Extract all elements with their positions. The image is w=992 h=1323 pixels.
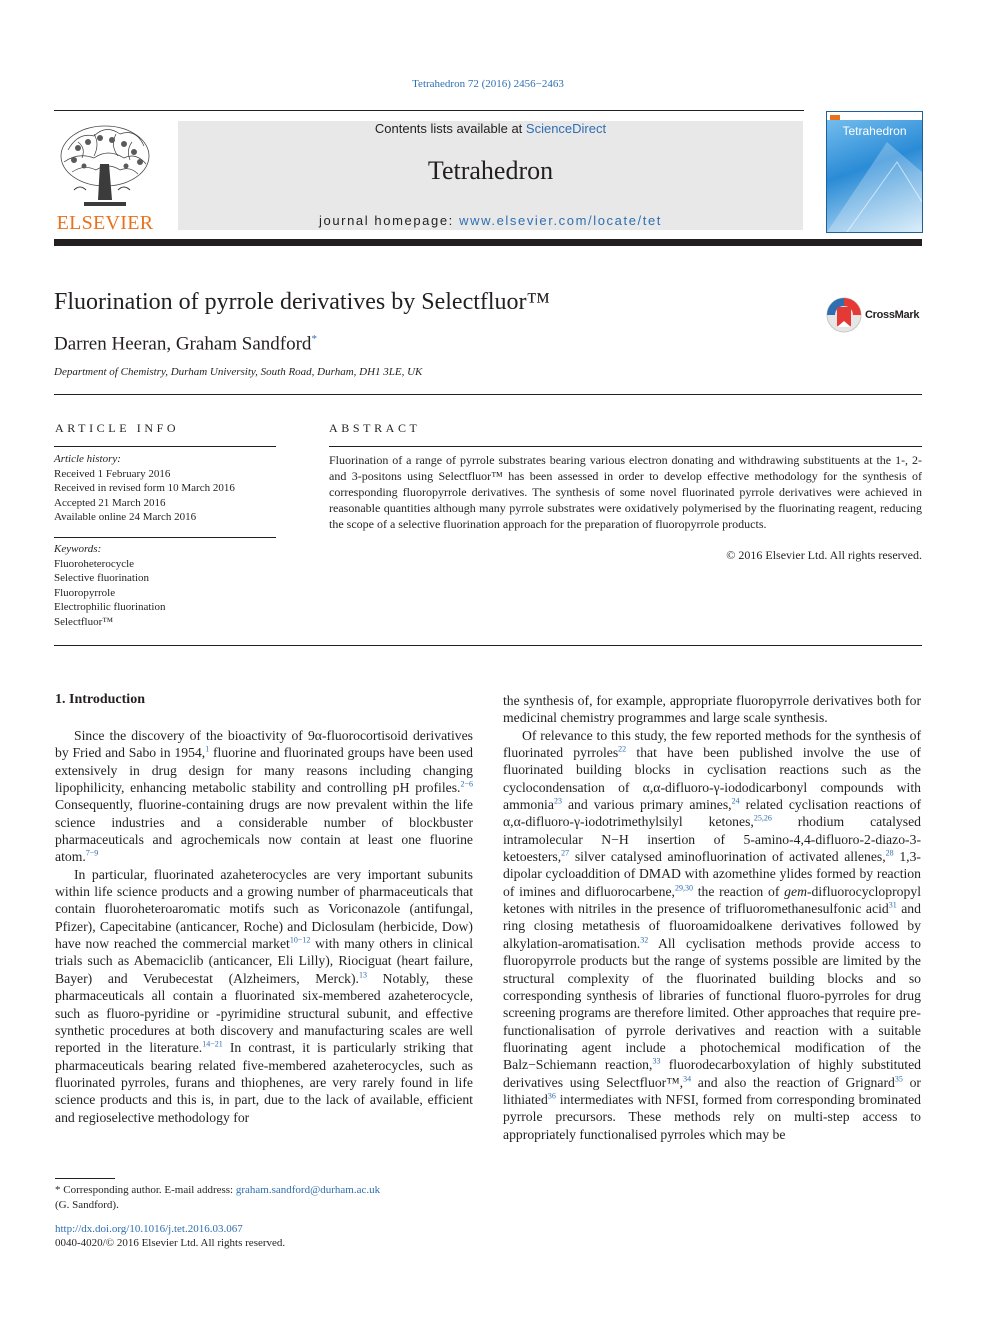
cover-pattern-icon <box>827 112 922 232</box>
abstract-copyright: © 2016 Elsevier Ltd. All rights reserved. <box>726 548 922 562</box>
banner-bottom-rule <box>54 239 922 246</box>
email-link[interactable]: graham.sandford@durham.ac.uk <box>235 1184 381 1196</box>
abstract-text: Fluorination of a range of pyrrole substrates bearing various electron donating and withdrawing substituents at the 1-, 2- and 3-positons using Selectfluor™ has been assessed in order to develop effective methodology for the synthesis of corresponding fluoropyrrole derivatives. The synthesis of some novel fluorinated pyrrole derivatives were achieved in reasonable quantities although many pyrrole substrates were oxidatively polymerised by the fluorinating reagent, reducing the scope of a selective fluorination approach for the preparation of fluoropyrrole products. <box>329 453 922 531</box>
citation-link[interactable]: 23 <box>553 796 562 806</box>
journal-citation-link[interactable]: Tetrahedron 72 (2016) 2456−2463 <box>412 78 564 90</box>
keyword-item: Electrophilic fluorination <box>54 601 166 613</box>
text-run: fluorine and fluorinated groups have been used extensively in drug design for many reasons including changing lipophilicity, enhancing metabolic stability and controlling pH profiles. <box>55 745 473 796</box>
citation-link[interactable]: 27 <box>561 848 570 858</box>
text-run: In contrast, it is particularly striking that pharmaceuticals bearing related five-membered azaheterocycles, such as fluorinated pyrroles, furans and thiophenes, are very rarely found in life science products and this is, in part, due to the lack of available, efficient and regioselective methodology for <box>55 1040 473 1125</box>
citation-link[interactable]: 34 <box>683 1074 692 1083</box>
citation-link[interactable]: 22 <box>618 744 627 754</box>
footnote-prefix: * Corresponding author. E-mail address: <box>55 1184 236 1196</box>
text-run: 1,3-dipolar cycloaddition of DMAD with azomethine ylides formed by reaction of imines and difluorocarbene, <box>503 849 921 899</box>
history-label: Article history: <box>54 453 121 465</box>
text-run: Since the discovery of the bioactivity of 9α-fluorocortisoid derivatives by Fried and Sabo in 1954, <box>55 728 473 761</box>
citation-link[interactable]: 7−9 <box>85 848 99 858</box>
citation-link[interactable]: 36 <box>547 1091 556 1101</box>
sciencedirect-link[interactable]: ScienceDirect <box>525 121 607 136</box>
article-title: Fluorination of pyrrole derivatives by Selectfluor™ <box>54 289 551 315</box>
keywords-label: Keywords: <box>54 543 102 555</box>
header-divider <box>54 394 922 395</box>
citation-link[interactable]: 31 <box>888 900 897 910</box>
history-item: Received in revised form 10 March 2016 <box>54 482 235 494</box>
author-list <box>54 333 317 355</box>
elsevier-wordmark: ELSEVIER <box>56 212 154 234</box>
text-run: and ring closing metathesis of fluoroamidoalkene derivatives followed by alkylation-aromatisation. <box>503 901 921 951</box>
history-item: Accepted 21 March 2016 <box>54 496 166 509</box>
paragraph <box>503 727 921 1143</box>
text-run: with many others in clinical trials such as Abemaciclib (anticancer, Eli Lilly), Riociguat (heart failure, Bayer) and Verubecestat (Alzheimers, Merck). <box>55 936 474 986</box>
keyword-item: Fluoropyrrole <box>54 586 116 599</box>
citation-link[interactable]: 2−6 <box>460 779 473 789</box>
keyword-item: Selectfluor™ <box>54 615 114 628</box>
authors-text: Darren Heeran, Graham Sandford <box>54 333 312 355</box>
text-run: silver catalysed aminofluorination of activated allenes, <box>569 849 886 865</box>
text-run: and also the reaction of Grignard <box>691 1074 895 1090</box>
text-run: Consequently, fluorine-containing drugs are now prevalent within the life science industries and a considerable number of blockbuster pharmaceuticals and agrochemicals now contain at least one fluorine atom. <box>55 797 473 865</box>
paragraph <box>55 727 473 866</box>
text-run: Notably, these pharmaceuticals all contain a fluorinated six-membered azaheterocycle, such as fluoro-pyridine or -pyrimidine structural subunit, and effective synthetic procedures at both discovery and manufacturing scales are well reported in the literature. <box>55 970 473 1056</box>
citation-link[interactable]: 28 <box>885 848 894 858</box>
footnote-suffix: (G. Sandford). <box>55 1199 119 1211</box>
text-run: All cyclisation methods provide access to fluoropyrrole products but the range of systems possible are limited by the structural complexity of the fluorinated building blocks and so corresponding synthesis of libraries of functional fluoro-pyrroles for drug screening programs are therefore limited. Other approaches that require pre-functionalisation of pyrrole derivatives and reaction with a suitable fluorinating agent include a photochemical modification of the Balz−Schiemann reaction, <box>503 935 921 1073</box>
issn-copyright: 0040-4020/© 2016 Elsevier Ltd. All rights reserved. <box>55 1237 286 1249</box>
text-run: Of relevance to this study, the few reported methods for the synthesis of fluorinated pyrroles <box>503 727 921 761</box>
abstract-rule <box>329 446 922 447</box>
footnote-rule <box>55 1178 115 1179</box>
citation-link[interactable]: 32 <box>640 935 649 945</box>
homepage-prefix: journal homepage: <box>319 213 460 228</box>
citation-link[interactable]: 25,26 <box>753 813 772 823</box>
body-column-right <box>503 692 921 1143</box>
text-run: rhodium catalysed intramolecular N−H insertion of 5-amino-4,4-difluoro-2-diazo-3-ketoesters, <box>503 814 921 865</box>
crossmark-icon <box>825 296 863 334</box>
section-heading-introduction: 1. Introduction <box>55 692 145 707</box>
article-info-rule <box>54 446 276 447</box>
elsevier-tree-icon <box>54 120 156 212</box>
text-run: fluorodecarboxylation of highly substituted derivatives using Selectfluor™, <box>503 1057 921 1090</box>
banner-top-rule <box>54 110 804 111</box>
journal-homepage <box>178 213 803 228</box>
citation-link[interactable]: 13 <box>358 970 367 980</box>
history-item: Received 1 February 2016 <box>54 467 171 480</box>
crossmark-label[interactable]: CrossMark <box>865 309 920 321</box>
keywords-rule <box>54 537 276 538</box>
citation-link[interactable]: 24 <box>731 796 740 806</box>
text-run: the reaction of <box>692 883 785 899</box>
text-run: related cyclisation reactions of α,α-difluoro-γ-iodotrimethylsilyl ketones, <box>503 797 921 830</box>
article-history <box>54 452 276 525</box>
history-item: Available online 24 March 2016 <box>54 511 197 523</box>
paragraph: the synthesis of, for example, appropriate fluoropyrrole derivatives both for medicinal chemistry programmes and large scale synthesis. <box>503 693 921 726</box>
citation-link[interactable]: 10−12 <box>289 935 311 945</box>
keyword-item: Fluoroheterocycle <box>54 557 135 570</box>
cover-title: Tetrahedron <box>842 124 907 138</box>
contents-line <box>178 121 803 136</box>
body-column-left <box>55 727 473 1126</box>
text-run: intermediates with NFSI, formed from corresponding brominated pyrrole precursors. These methods rely on multi-step access to appropriately functionalised pyrroles which may be <box>503 1091 921 1142</box>
paragraph <box>55 866 473 1126</box>
affiliation: Department of Chemistry, Durham University, South Road, Durham, DH1 3LE, UK <box>54 366 423 378</box>
citation-link[interactable]: 33 <box>652 1056 661 1066</box>
keyword-item: Selective fluorination <box>54 572 149 584</box>
doi-link[interactable]: http://dx.doi.org/10.1016/j.tet.2016.03.067 <box>55 1223 243 1235</box>
corresponding-author-footnote <box>55 1183 473 1213</box>
abstract-heading: ABSTRACT <box>329 421 421 435</box>
citation-link[interactable]: 29,30 <box>674 883 693 893</box>
elsevier-logo <box>54 120 156 232</box>
citation-link[interactable]: 1 <box>205 744 210 754</box>
journal-title: Tetrahedron <box>427 156 554 185</box>
text-run: and various primary amines, <box>561 797 732 813</box>
text-run-italic: gem <box>784 883 807 899</box>
corresponding-author-mark[interactable]: * <box>311 333 317 345</box>
body-divider <box>54 645 922 646</box>
citation-link[interactable]: 35 <box>894 1074 903 1083</box>
keywords-list <box>54 542 276 629</box>
journal-cover-thumbnail[interactable] <box>826 111 923 233</box>
text-run: or lithiated <box>503 1074 921 1107</box>
contents-prefix: Contents lists available at <box>374 121 526 136</box>
text-run: In particular, fluorinated azaheterocycles are very important subunits within life science products and a growing number of pharmaceuticals that contain fluoroheteroaromatic motifs such as Voriconazole (antifungal, Pfizer), Capecitabine (anticancer, Roche) and Diclosulam (herbicide, Dow) have now reached the commercial market <box>55 866 473 952</box>
homepage-link[interactable]: www.elsevier.com/locate/tet <box>459 213 662 228</box>
article-info-heading: ARTICLE INFO <box>55 421 180 435</box>
text-run: -difluorocyclopropyl ketones with nitriles in the presence of trifluoromethanesulfonic acid <box>503 883 922 917</box>
text-run: that have been published involve the use of fluorinated building blocks in cyclisation reactions such as the cyclocondensation of α,α-difluoro-γ-iododicarbonyl compounds with ammonia <box>503 745 921 813</box>
citation-link[interactable]: 14−21 <box>202 1039 223 1049</box>
